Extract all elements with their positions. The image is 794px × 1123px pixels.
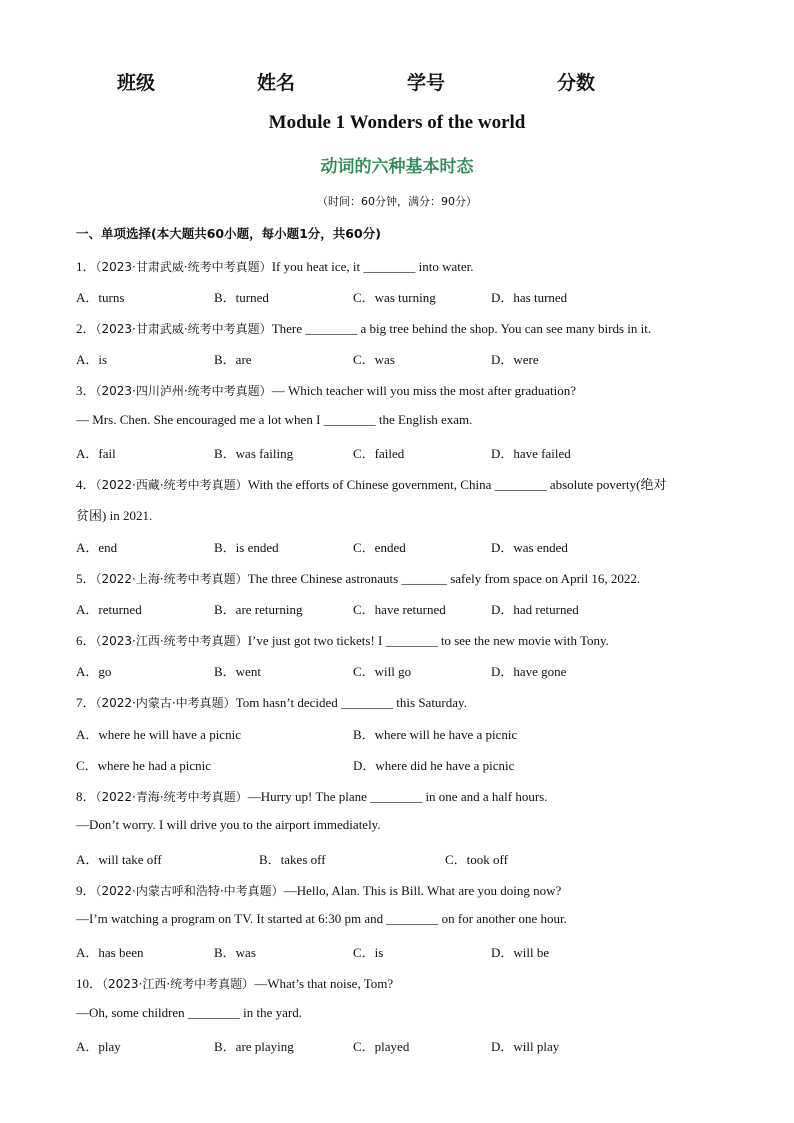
question-10 (76, 973, 393, 992)
question-number: 1． (76, 259, 96, 274)
question-stem: The three Chinese astronauts _______ safely from space on April 16, 2022. (247, 571, 641, 586)
option-b: B．went (214, 664, 261, 679)
option-c: C．failed (353, 446, 405, 461)
question-stem-continued: —Don’t worry. I will drive you to the airport immediately. (76, 817, 381, 832)
option-b: B．was (214, 945, 256, 960)
question-source: （2023·江西·统考中考真题） (102, 977, 255, 991)
question-4 (76, 474, 666, 493)
option-b: B．turned (214, 290, 269, 305)
question-stem: — Which teacher will you miss the most after graduation? (271, 383, 577, 398)
option-c: C．is (353, 945, 384, 960)
question-stem: If you heat ice, it ________ into water. (271, 259, 474, 274)
option-c: C．was (353, 352, 395, 367)
option-c: C．have returned (353, 602, 446, 617)
question-source: （2023·甘肃武威·统考中考真题） (95, 260, 272, 274)
question-source: （2022·青海·统考中考真题） (95, 790, 248, 804)
option-c: C．played (353, 1039, 410, 1054)
option-c: C．was turning (353, 290, 436, 305)
option-d: D．had returned (491, 602, 579, 617)
option-b: B．takes off (259, 852, 326, 867)
section-heading: 一、单项选择(本大题共60小题，每小题1分，共60分) (76, 226, 381, 241)
option-b: B．are returning (214, 602, 303, 617)
question-9 (76, 880, 561, 899)
option-b: B．was failing (214, 446, 294, 461)
option-b: B．are (214, 352, 252, 367)
question-stem: With the efforts of Chinese government, China ________ absolute poverty(绝对 (247, 477, 667, 492)
question-8 (76, 786, 547, 805)
question-7 (76, 692, 467, 711)
question-stem-continued: 贫困) in 2021. (76, 508, 153, 523)
question-source: （2022·内蒙古呼和浩特·中考真题） (95, 884, 284, 898)
name-label: 姓名 (257, 72, 296, 94)
question-stem: —What’s that noise, Tom? (254, 976, 394, 991)
option-d: D．where did he have a picnic (353, 758, 515, 773)
question-6 (76, 630, 609, 649)
option-a: A．fail (76, 446, 116, 461)
option-d: D．was ended (491, 540, 568, 555)
option-c: C．ended (353, 540, 406, 555)
option-a: A．end (76, 540, 118, 555)
option-a: A．has been (76, 945, 144, 960)
option-d: D．have failed (491, 446, 571, 461)
question-source: （2023·四川泸州·统考中考真题） (95, 384, 272, 398)
option-a: A．is (76, 352, 108, 367)
question-source: （2022·上海·统考中考真题） (95, 572, 248, 586)
question-stem: —Hello, Alan. This is Bill. What are you doing now? (283, 883, 562, 898)
option-a: A．where he will have a picnic (76, 727, 241, 742)
question-stem: —Hurry up! The plane ________ in one and a half hours. (247, 789, 548, 804)
option-d: D．has turned (491, 290, 568, 305)
option-a: A．go (76, 664, 112, 679)
question-number: 6． (76, 633, 96, 648)
option-a: A．play (76, 1039, 121, 1054)
question-number: 9． (76, 883, 96, 898)
option-d: D．have gone (491, 664, 567, 679)
question-stem-continued: —I’m watching a program on TV. It started at 6:30 pm and ________ on for another one hour. (76, 911, 567, 926)
question-stem: Tom hasn’t decided ________ this Saturday. (235, 695, 467, 710)
option-b: B．are playing (214, 1039, 294, 1054)
option-d: D．were (491, 352, 539, 367)
question-stem: There ________ a big tree behind the shop. You can see many birds in it. (271, 321, 652, 336)
option-a: A．will take off (76, 852, 162, 867)
option-b: B．is ended (214, 540, 279, 555)
option-a: A．returned (76, 602, 142, 617)
question-number: 7． (76, 695, 96, 710)
time-note: （时间：60分钟，满分：90分） (317, 195, 477, 208)
question-number: 5． (76, 571, 96, 586)
question-1 (76, 256, 474, 275)
question-stem-continued: — Mrs. Chen. She encouraged me a lot when I ________ the English exam. (76, 412, 473, 427)
option-b: B．where will he have a picnic (353, 727, 518, 742)
question-3 (76, 380, 576, 399)
student-id-label: 学号 (407, 72, 446, 94)
question-stem-continued: —Oh, some children ________ in the yard. (76, 1005, 303, 1020)
question-stem: I’ve just got two tickets! I ________ to see the new movie with Tony. (247, 633, 609, 648)
question-2 (76, 318, 651, 337)
question-source: （2023·甘肃武威·统考中考真题） (95, 322, 272, 336)
option-c: C．where he had a picnic (76, 758, 212, 773)
score-label: 分数 (557, 72, 596, 94)
option-c: C．will go (353, 664, 412, 679)
question-number: 3． (76, 383, 96, 398)
option-d: D．will play (491, 1039, 560, 1054)
question-number: 10． (76, 976, 103, 991)
question-number: 4． (76, 477, 96, 492)
option-a: A．turns (76, 290, 125, 305)
question-source: （2022·西藏·统考中考真题） (95, 478, 248, 492)
option-d: D．will be (491, 945, 550, 960)
page-title: Module 1 Wonders of the world (268, 112, 526, 133)
page-subtitle: 动词的六种基本时态 (320, 157, 474, 177)
question-source: （2022·内蒙古·中考真题） (95, 696, 236, 710)
question-number: 8． (76, 789, 96, 804)
class-label: 班级 (117, 72, 156, 94)
option-c: C．took off (445, 852, 508, 867)
question-number: 2． (76, 321, 96, 336)
question-5 (76, 568, 640, 587)
question-source: （2023·江西·统考中考真题） (95, 634, 248, 648)
